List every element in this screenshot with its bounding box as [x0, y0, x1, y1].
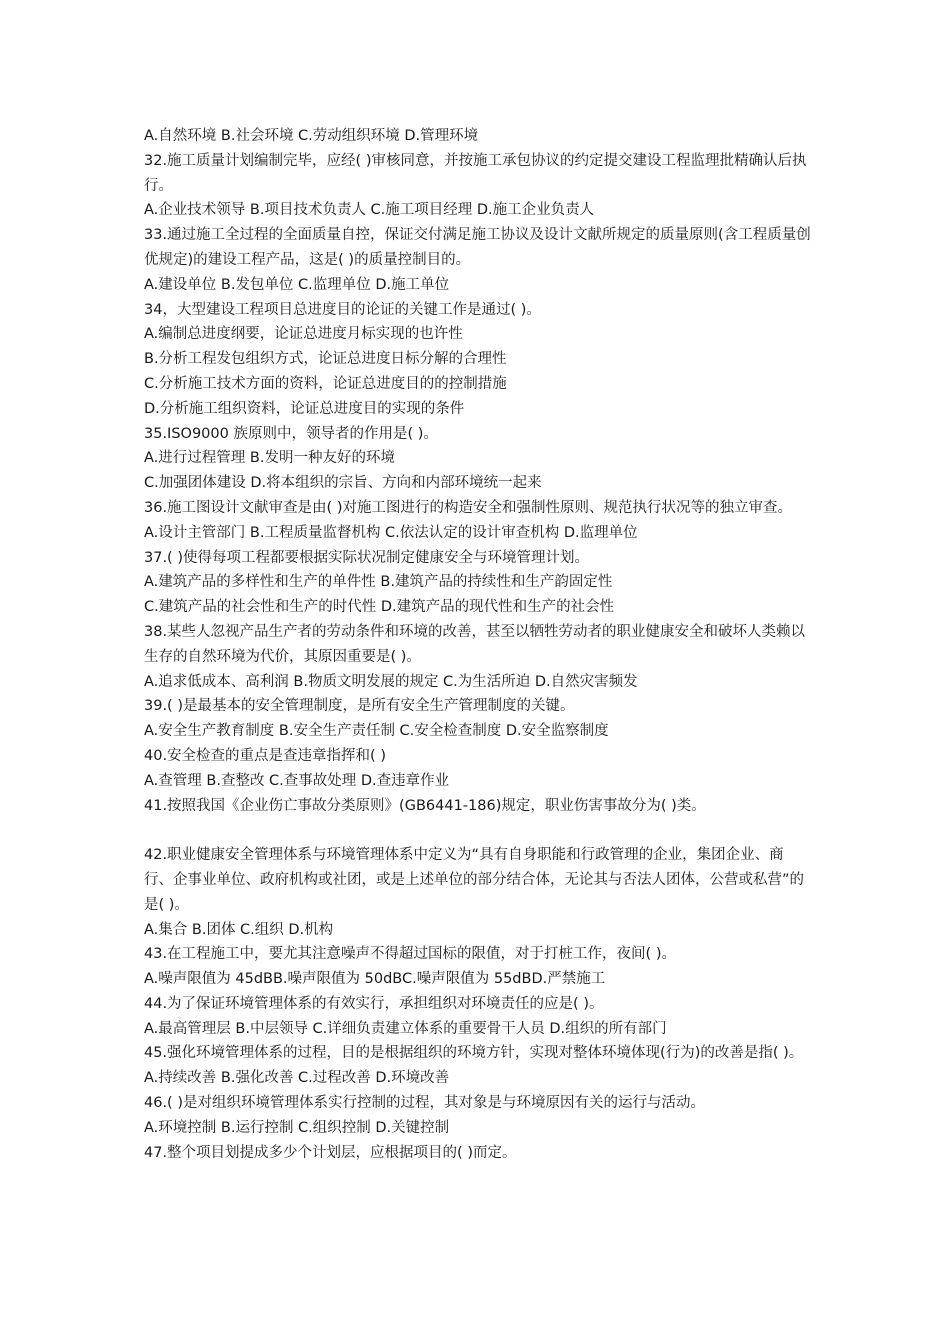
question-38: 38.某些人忽视产品生产者的劳动条件和环境的改善，甚至以牺牲劳动者的职业健康安全和破坏人类赖以生存的自然环境为代价，其原因重要是( )。: [144, 623, 806, 665]
options-46: A.环境控制 B.运行控制 C.组织控制 D.关键控制: [144, 1119, 450, 1136]
question-42: 42.职业健康安全管理体系与环境管理体系中定义为“具有自身职能和行政管理的企业，集团企业、商行、企事业单位、政府机构或社团，或是上述单位的部分结合体，无论其与否法人团体，公营或私营”的是( )。: [144, 847, 805, 913]
text-line: A.自然环境 B.社会环境 C.劳动组织环境 D.管理环境: [144, 128, 479, 144]
question-43: 43.在工程施工中，要尤其注意噪声不得超过国标的限值，对于打桩工作，夜间( )。: [144, 946, 676, 963]
option-34-b: B.分析工程发包组织方式，论证总进度日标分解的合理性: [144, 351, 507, 368]
question-39: 39.( )是最基本的安全管理制度，是所有安全生产管理制度的关键。: [144, 698, 575, 715]
options-39: A.安全生产教育制度 B.安全生产责任制 C.安全检查制度 D.安全监察制度: [144, 723, 609, 740]
question-41: 41.按照我国《企业伤亡事故分类原则》(GB6441-186)规定，职业伤害事故分为( )类。: [144, 797, 706, 814]
question-47: 47.整个项目划提成多少个计划层，应根据项目的( )而定。: [144, 1144, 517, 1161]
blank-line: [144, 818, 812, 843]
options-35-cd: C.加强团体建设 D.将本组织的宗旨、方向和内部环境统一起来: [144, 475, 542, 492]
question-33: 33.通过施工全过程的全面质量自控，保证交付满足施工协议及设计文献所规定的质量原则(含工程质量创优规定)的建设工程产品，这是( )的质量控制目的。: [144, 227, 811, 268]
option-34-d: D.分析施工组织资料，论证总进度目的实现的条件: [144, 400, 465, 417]
options-45: A.持续改善 B.强化改善 C.过程改善 D.环境改善: [144, 1070, 450, 1087]
options-32: A.企业技术领导 B.项目技术负责人 C.施工项目经理 D.施工企业负责人: [144, 202, 595, 219]
options-36: A.设计主管部门 B.工程质量监督机构 C.依法认定的设计审查机构 D.监理单位: [144, 524, 638, 541]
question-36: 36.施工图设计文献审查是由( )对施工图进行的构造安全和强制性原则、规范执行状况等的独立审查。: [144, 499, 792, 516]
option-34-c: C.分析施工技术方面的资料，论证总进度目的的控制措施: [144, 375, 507, 392]
options-37-ab: A.建筑产品的多样性和生产的单件性 B.建筑产品的持续性和生产韵固定性: [144, 574, 613, 591]
question-40: 40.安全检查的重点是查违章指挥和( ): [144, 747, 386, 764]
question-34: 34，大型建设工程项目总进度目的论证的关键工作是通过( )。: [144, 301, 541, 318]
options-33: A.建设单位 B.发包单位 C.监理单位 D.施工单位: [144, 276, 450, 293]
options-40: A.查管理 B.查整改 C.查事故处理 D.查违章作业: [144, 772, 450, 789]
question-35: 35.ISO9000 族原则中，领导者的作用是( )。: [144, 425, 438, 442]
question-32: 32.施工质量计划编制完毕，应经( )审核同意，并按施工承包协议的约定提交建设工程监理批精确认后执行。: [144, 152, 807, 194]
document-page: [144, 124, 812, 1165]
question-46: 46.( )是对组织环境管理体系实行控制的过程，其对象是与环境原因有关的运行与活动。: [144, 1095, 705, 1112]
option-34-a: A.编制总进度纲要，论证总进度月标实现的也许性: [144, 326, 463, 343]
question-45: 45.强化环境管理体系的过程，目的是根据组织的环境方针，实现对整体环境体现(行为)的改善是指( )。: [144, 1045, 804, 1062]
options-44: A.最高管理层 B.中层领导 C.详细负责建立体系的重要骨干人员 D.组织的所有部门: [144, 1020, 667, 1037]
options-38: A.追求低成本、高利润 B.物质文明发展的规定 C.为生活所迫 D.自然灾害频发: [144, 673, 638, 690]
options-42: A.集合 B.团体 C.组织 D.机构: [144, 921, 334, 938]
options-35-ab: A.进行过程管理 B.发明一种友好的环境: [144, 450, 395, 467]
options-37-cd: C.建筑产品的社会性和生产的时代性 D.建筑产品的现代性和生产的社会性: [144, 599, 615, 616]
question-37: 37.( )使得每项工程都要根据实际状况制定健康安全与环境管理计划。: [144, 549, 589, 566]
question-44: 44.为了保证环境管理体系的有效实行，承担组织对环境责任的应是( )。: [144, 995, 604, 1012]
options-43: A.噪声限值为 45dBB.噪声限值为 50dBC.噪声限值为 55dBD.严禁施工: [144, 971, 606, 988]
